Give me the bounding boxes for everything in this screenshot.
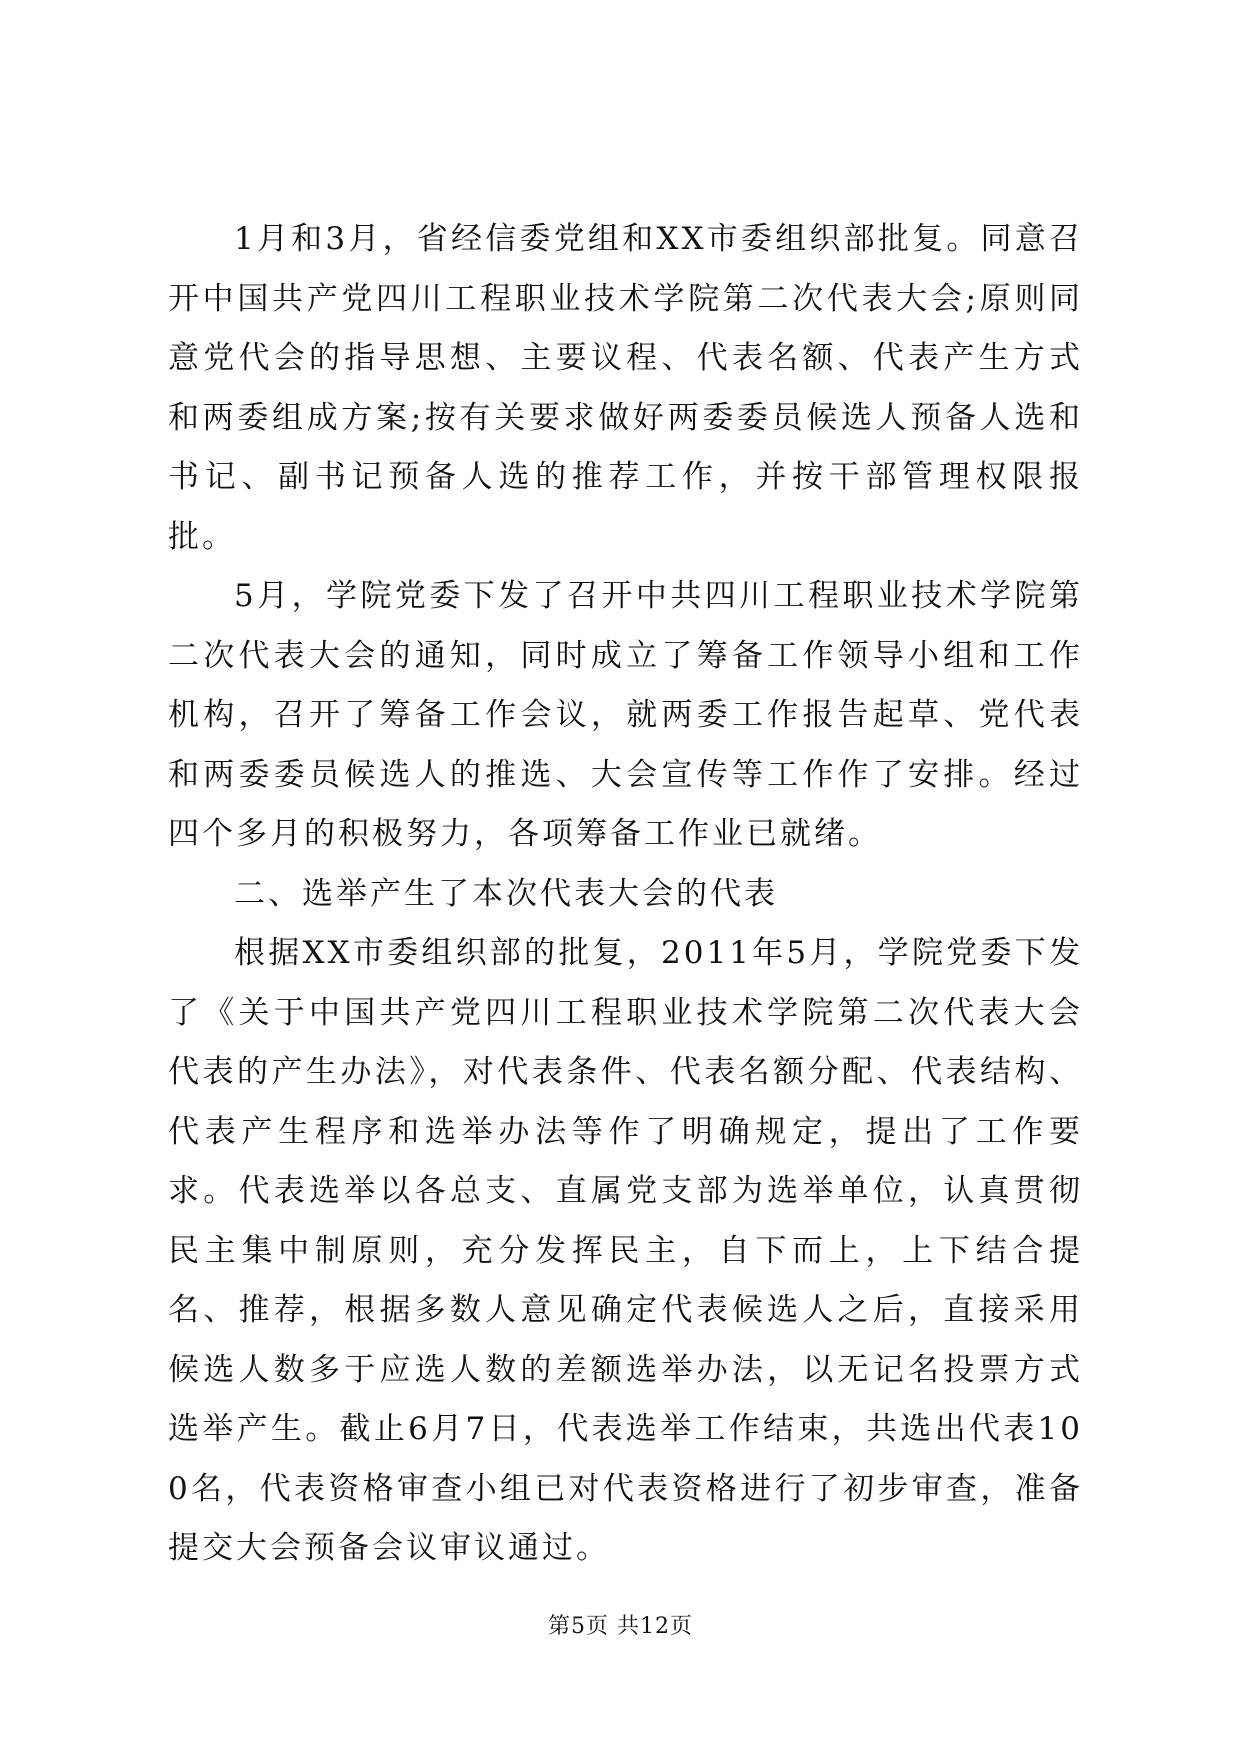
paragraph-election: 根据XX市委组织部的批复，2011年5月，学院党委下发了《关于中国共产党四川工程职业技术学院第二次代表大会代表的产生办法》，对代表条件、代表名额分配、代表结构、代表产生程序和选举办法等作了明确规定，提出了工作要求。代表选举以各总支、直属党支部为选举单位，认真贯彻民主集中制原则，充分发挥民主，自下而上，上下结合提名、推荐，根据多数人意见确定代表候选人之后，直接采用候选人数多于应选人数的差额选举办法，以无记名投票方式选举产生。截止6月7日，代表选举工作结束，共选出代表100名，代表资格审查小组已对代表资格进行了初步审查，准备提交大会预备会议审议通过。: [168, 935, 1083, 1566]
section-heading-delegates: 二、选举产生了本次代表大会的代表: [234, 875, 778, 912]
document-body: [168, 210, 1083, 1579]
page-number-footer: 第5页 共12页: [548, 1614, 693, 1639]
paragraph-approval: 1月和3月，省经信委党组和XX市委组织部批复。同意召开中国共产党四川工程职业技术学院第二次代表大会;原则同意党代会的指导思想、主要议程、代表名额、代表产生方式和两委组成方案;按有关要求做好两委委员候选人预备人选和书记、副书记预备人选的推荐工作，并按干部管理权限报批。: [168, 221, 1083, 555]
paragraph-preparation: 5月，学院党委下发了召开中共四川工程职业技术学院第二次代表大会的通知，同时成立了筹备工作领导小组和工作机构，召开了筹备工作会议，就两委工作报告起草、党代表和两委委员候选人的推选、大会宣传等工作作了安排。经过四个多月的积极努力，各项筹备工作业已就绪。: [168, 578, 1083, 852]
